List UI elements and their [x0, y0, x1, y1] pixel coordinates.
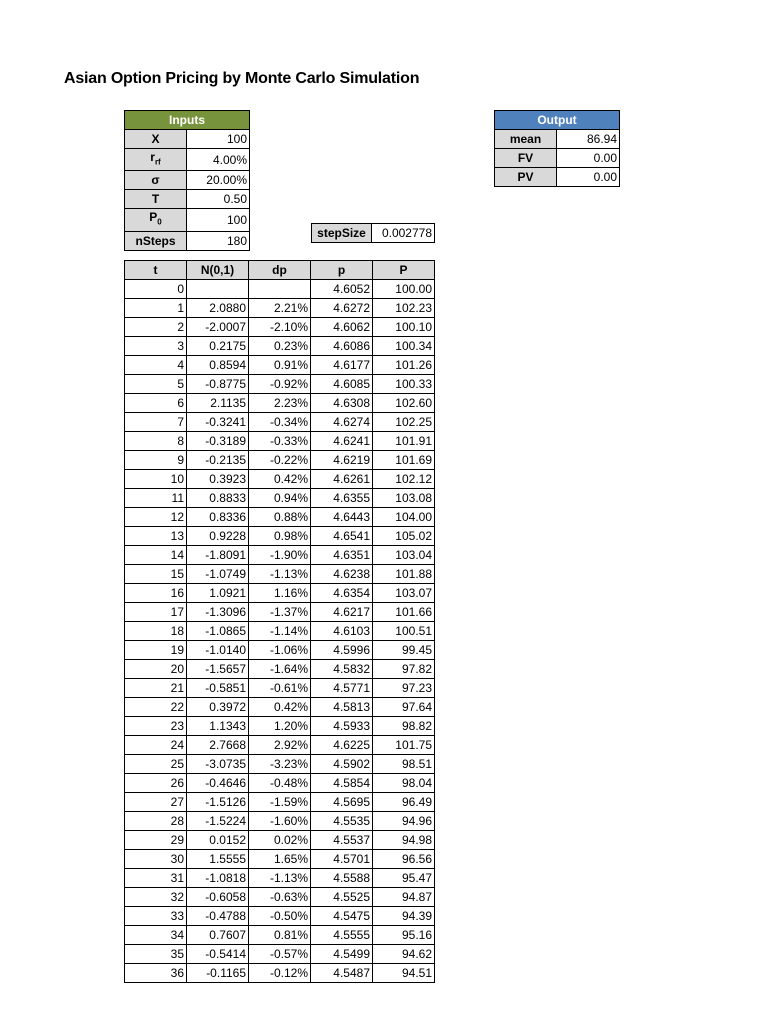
table-cell[interactable]: 0.94% — [249, 489, 311, 508]
table-cell[interactable]: -0.3189 — [187, 432, 249, 451]
table-cell[interactable]: 4.6238 — [311, 565, 373, 584]
table-cell[interactable]: -0.34% — [249, 413, 311, 432]
column-header[interactable]: p — [311, 261, 373, 280]
table-cell[interactable]: 0.7607 — [187, 926, 249, 945]
table-cell[interactable]: 99.45 — [373, 641, 435, 660]
table-row — [125, 850, 435, 869]
table-cell[interactable]: 4.5525 — [311, 888, 373, 907]
table-cell[interactable]: 103.08 — [373, 489, 435, 508]
table-cell[interactable]: 100.51 — [373, 622, 435, 641]
simulation-header-row — [125, 261, 435, 280]
table-cell[interactable]: 5 — [125, 375, 187, 394]
table-row — [125, 375, 435, 394]
input-label[interactable]: nSteps — [125, 231, 187, 250]
table-row — [125, 888, 435, 907]
table-cell[interactable]: 4.5933 — [311, 717, 373, 736]
input-row-sigma — [125, 171, 250, 190]
table-cell[interactable]: 4.6541 — [311, 527, 373, 546]
simulation-body — [125, 280, 435, 983]
table-cell[interactable]: 100.34 — [373, 337, 435, 356]
table-cell[interactable]: 94.87 — [373, 888, 435, 907]
table-cell[interactable]: -0.12% — [249, 964, 311, 983]
table-row — [125, 736, 435, 755]
column-header[interactable]: P — [373, 261, 435, 280]
table-row — [125, 717, 435, 736]
table-cell[interactable]: 7 — [125, 413, 187, 432]
table-cell[interactable]: 33 — [125, 907, 187, 926]
table-cell[interactable]: 4.5475 — [311, 907, 373, 926]
output-label[interactable]: mean — [495, 130, 557, 149]
table-cell[interactable]: -0.5414 — [187, 945, 249, 964]
table-cell[interactable]: -0.3241 — [187, 413, 249, 432]
table-cell[interactable]: 10 — [125, 470, 187, 489]
table-cell[interactable]: 101.75 — [373, 736, 435, 755]
table-cell[interactable]: 0.81% — [249, 926, 311, 945]
table-cell[interactable]: 32 — [125, 888, 187, 907]
table-cell[interactable]: 0.3923 — [187, 470, 249, 489]
table-cell[interactable]: 24 — [125, 736, 187, 755]
table-cell[interactable]: -1.14% — [249, 622, 311, 641]
table-cell[interactable]: 101.66 — [373, 603, 435, 622]
table-row — [125, 584, 435, 603]
table-row — [125, 679, 435, 698]
input-label-sub: 0 — [157, 217, 162, 227]
table-cell[interactable]: 4.6272 — [311, 299, 373, 318]
column-header[interactable]: t — [125, 261, 187, 280]
table-cell[interactable]: -0.5851 — [187, 679, 249, 698]
table-cell[interactable]: -1.90% — [249, 546, 311, 565]
table-cell[interactable]: 100.33 — [373, 375, 435, 394]
table-cell[interactable]: -1.60% — [249, 812, 311, 831]
table-cell[interactable]: 1.20% — [249, 717, 311, 736]
table-cell[interactable]: 94.96 — [373, 812, 435, 831]
table-cell[interactable]: -1.3096 — [187, 603, 249, 622]
table-cell[interactable]: 101.69 — [373, 451, 435, 470]
table-cell[interactable]: 31 — [125, 869, 187, 888]
table-cell[interactable]: 94.98 — [373, 831, 435, 850]
table-cell[interactable]: 4.6052 — [311, 280, 373, 299]
table-cell[interactable]: -0.2135 — [187, 451, 249, 470]
table-cell[interactable]: 26 — [125, 774, 187, 793]
table-cell[interactable]: 4.6086 — [311, 337, 373, 356]
table-cell[interactable]: 4.5588 — [311, 869, 373, 888]
table-cell[interactable]: 2.1135 — [187, 394, 249, 413]
table-cell[interactable]: -0.22% — [249, 451, 311, 470]
table-row — [125, 565, 435, 584]
table-cell[interactable]: 98.04 — [373, 774, 435, 793]
table-cell[interactable]: 4.5555 — [311, 926, 373, 945]
table-row — [125, 394, 435, 413]
table-row — [125, 698, 435, 717]
table-cell[interactable]: 1 — [125, 299, 187, 318]
table-row — [125, 755, 435, 774]
input-value[interactable]: 0.50 — [187, 190, 250, 209]
table-cell[interactable]: 2.0880 — [187, 299, 249, 318]
table-cell[interactable]: -0.61% — [249, 679, 311, 698]
table-row — [125, 413, 435, 432]
table-cell[interactable]: 0.8336 — [187, 508, 249, 527]
table-cell[interactable]: 2.92% — [249, 736, 311, 755]
table-cell[interactable]: 97.82 — [373, 660, 435, 679]
table-row — [125, 641, 435, 660]
table-cell[interactable]: 2 — [125, 318, 187, 337]
input-value[interactable]: 180 — [187, 231, 250, 250]
table-row — [125, 660, 435, 679]
table-cell[interactable]: 0.42% — [249, 470, 311, 489]
table-cell[interactable]: 4.6103 — [311, 622, 373, 641]
table-cell[interactable]: 0.88% — [249, 508, 311, 527]
table-cell[interactable]: 19 — [125, 641, 187, 660]
table-row — [125, 337, 435, 356]
table-cell[interactable] — [187, 280, 249, 299]
table-cell[interactable]: -0.92% — [249, 375, 311, 394]
table-cell[interactable]: -0.33% — [249, 432, 311, 451]
table-cell[interactable]: 101.26 — [373, 356, 435, 375]
table-row — [125, 793, 435, 812]
table-row — [125, 831, 435, 850]
input-row-x — [125, 130, 250, 149]
table-cell[interactable]: 96.49 — [373, 793, 435, 812]
table-cell[interactable]: 96.56 — [373, 850, 435, 869]
table-row — [125, 527, 435, 546]
table-cell[interactable]: 4.5535 — [311, 812, 373, 831]
output-header: Output — [495, 111, 620, 130]
table-cell[interactable]: 15 — [125, 565, 187, 584]
table-cell[interactable]: 29 — [125, 831, 187, 850]
table-cell[interactable]: -1.5224 — [187, 812, 249, 831]
table-cell[interactable]: 4.5854 — [311, 774, 373, 793]
table-cell[interactable]: 4.6085 — [311, 375, 373, 394]
table-row — [125, 318, 435, 337]
output-row-fv — [495, 149, 620, 168]
table-cell[interactable]: 21 — [125, 679, 187, 698]
input-row-t — [125, 190, 250, 209]
table-cell[interactable]: 4.5499 — [311, 945, 373, 964]
table-cell[interactable]: -3.0735 — [187, 755, 249, 774]
page-title: Asian Option Pricing by Monte Carlo Simulation — [64, 70, 420, 87]
table-cell[interactable]: 6 — [125, 394, 187, 413]
input-label[interactable]: $r_{rf}$ — [125, 149, 187, 171]
table-row — [125, 451, 435, 470]
table-cell[interactable]: 2.7668 — [187, 736, 249, 755]
table-cell[interactable]: 22 — [125, 698, 187, 717]
table-cell[interactable]: -1.0818 — [187, 869, 249, 888]
table-cell[interactable]: 101.88 — [373, 565, 435, 584]
table-cell[interactable]: 95.16 — [373, 926, 435, 945]
table-cell[interactable]: -0.4646 — [187, 774, 249, 793]
table-cell[interactable]: 102.60 — [373, 394, 435, 413]
table-cell[interactable]: 100.10 — [373, 318, 435, 337]
table-cell[interactable]: 104.00 — [373, 508, 435, 527]
table-cell[interactable]: 1.5555 — [187, 850, 249, 869]
table-cell[interactable]: 94.39 — [373, 907, 435, 926]
table-cell[interactable]: -0.6058 — [187, 888, 249, 907]
table-cell[interactable]: -1.5126 — [187, 793, 249, 812]
table-cell[interactable]: 1.1343 — [187, 717, 249, 736]
output-table — [494, 110, 620, 187]
table-cell[interactable]: 95.47 — [373, 869, 435, 888]
table-cell[interactable]: 94.62 — [373, 945, 435, 964]
table-cell[interactable]: 4.5832 — [311, 660, 373, 679]
table-cell[interactable]: 20 — [125, 660, 187, 679]
table-cell[interactable]: 4.6219 — [311, 451, 373, 470]
inputs-table — [124, 110, 250, 251]
table-cell[interactable]: 4.5996 — [311, 641, 373, 660]
table-cell[interactable]: 0.42% — [249, 698, 311, 717]
output-value[interactable]: 0.00 — [557, 168, 620, 187]
table-row — [125, 470, 435, 489]
table-cell[interactable]: 0.9228 — [187, 527, 249, 546]
input-row-p0 — [125, 209, 250, 231]
stepsize-table — [311, 223, 435, 243]
table-cell[interactable]: -1.37% — [249, 603, 311, 622]
table-cell[interactable]: 102.12 — [373, 470, 435, 489]
table-cell[interactable]: 12 — [125, 508, 187, 527]
table-row — [125, 356, 435, 375]
table-cell[interactable]: 4.6225 — [311, 736, 373, 755]
table-cell[interactable]: 0.23% — [249, 337, 311, 356]
table-cell[interactable]: 0.8833 — [187, 489, 249, 508]
table-cell[interactable]: -0.63% — [249, 888, 311, 907]
table-cell[interactable]: -1.13% — [249, 565, 311, 584]
table-cell[interactable]: -1.13% — [249, 869, 311, 888]
table-cell[interactable]: 1.65% — [249, 850, 311, 869]
output-row-pv — [495, 168, 620, 187]
input-value[interactable]: 100 — [187, 130, 250, 149]
table-cell[interactable]: -1.0865 — [187, 622, 249, 641]
table-row — [125, 926, 435, 945]
table-cell[interactable]: -0.4788 — [187, 907, 249, 926]
table-cell[interactable]: -0.50% — [249, 907, 311, 926]
output-label[interactable]: FV — [495, 149, 557, 168]
table-cell[interactable]: 14 — [125, 546, 187, 565]
table-row — [125, 546, 435, 565]
table-cell[interactable]: 4.6308 — [311, 394, 373, 413]
table-row — [125, 280, 435, 299]
table-cell[interactable]: 11 — [125, 489, 187, 508]
table-cell[interactable]: 4.6443 — [311, 508, 373, 527]
table-cell[interactable]: 103.04 — [373, 546, 435, 565]
table-cell[interactable]: 4.6062 — [311, 318, 373, 337]
column-header[interactable]: N(0,1) — [187, 261, 249, 280]
table-row — [125, 869, 435, 888]
input-value[interactable]: 100 — [187, 209, 250, 231]
table-cell[interactable]: 16 — [125, 584, 187, 603]
table-cell[interactable]: -1.8091 — [187, 546, 249, 565]
table-row — [125, 812, 435, 831]
inputs-header: Inputs — [125, 111, 250, 130]
table-cell[interactable]: 25 — [125, 755, 187, 774]
table-cell[interactable]: -1.64% — [249, 660, 311, 679]
stepsize-label[interactable]: stepSize — [312, 224, 372, 243]
table-cell[interactable]: 102.23 — [373, 299, 435, 318]
table-cell[interactable]: 17 — [125, 603, 187, 622]
input-value[interactable]: 20.00% — [187, 171, 250, 190]
table-cell[interactable]: 0.02% — [249, 831, 311, 850]
table-cell[interactable]: 18 — [125, 622, 187, 641]
table-cell[interactable]: 0 — [125, 280, 187, 299]
table-cell[interactable]: -1.06% — [249, 641, 311, 660]
table-cell[interactable]: 9 — [125, 451, 187, 470]
table-cell[interactable]: 2.23% — [249, 394, 311, 413]
input-row-rf — [125, 149, 250, 171]
table-cell[interactable]: 4.5487 — [311, 964, 373, 983]
table-cell[interactable]: 100.00 — [373, 280, 435, 299]
table-cell[interactable]: 98.82 — [373, 717, 435, 736]
table-cell[interactable]: -1.59% — [249, 793, 311, 812]
table-cell[interactable]: -3.23% — [249, 755, 311, 774]
input-value[interactable]: 4.00% — [187, 149, 250, 171]
table-cell[interactable]: 0.8594 — [187, 356, 249, 375]
table-cell[interactable]: 0.3972 — [187, 698, 249, 717]
table-cell[interactable]: 13 — [125, 527, 187, 546]
table-cell[interactable]: 4 — [125, 356, 187, 375]
table-cell[interactable]: 4.6261 — [311, 470, 373, 489]
table-row — [125, 603, 435, 622]
table-cell[interactable]: 3 — [125, 337, 187, 356]
input-label[interactable]: T — [125, 190, 187, 209]
table-cell[interactable]: 4.6351 — [311, 546, 373, 565]
table-cell[interactable]: 23 — [125, 717, 187, 736]
table-row — [125, 432, 435, 451]
table-cell[interactable]: 105.02 — [373, 527, 435, 546]
table-cell[interactable]: 4.5771 — [311, 679, 373, 698]
table-cell[interactable]: 97.23 — [373, 679, 435, 698]
table-cell[interactable]: -1.5657 — [187, 660, 249, 679]
table-cell[interactable]: 0.91% — [249, 356, 311, 375]
table-cell[interactable]: 103.07 — [373, 584, 435, 603]
table-cell[interactable]: 27 — [125, 793, 187, 812]
input-label[interactable]: σ — [125, 171, 187, 190]
table-cell[interactable]: 2.21% — [249, 299, 311, 318]
table-row — [125, 964, 435, 983]
column-header[interactable]: dp — [249, 261, 311, 280]
table-cell[interactable]: -2.10% — [249, 318, 311, 337]
table-cell[interactable]: 101.91 — [373, 432, 435, 451]
output-value[interactable]: 86.94 — [557, 130, 620, 149]
table-cell[interactable]: 36 — [125, 964, 187, 983]
table-cell[interactable]: 0.98% — [249, 527, 311, 546]
table-cell[interactable]: 35 — [125, 945, 187, 964]
table-row — [125, 622, 435, 641]
table-cell[interactable]: -2.0007 — [187, 318, 249, 337]
table-cell[interactable]: -1.0140 — [187, 641, 249, 660]
table-cell[interactable]: 4.6241 — [311, 432, 373, 451]
table-row — [125, 945, 435, 964]
output-value[interactable]: 0.00 — [557, 149, 620, 168]
table-cell[interactable]: 30 — [125, 850, 187, 869]
table-cell[interactable]: 0.2175 — [187, 337, 249, 356]
input-label-sub: rf — [154, 157, 161, 167]
table-cell[interactable]: 4.5537 — [311, 831, 373, 850]
table-cell[interactable]: 4.6274 — [311, 413, 373, 432]
table-row — [125, 299, 435, 318]
table-cell[interactable]: 1.0921 — [187, 584, 249, 603]
table-row — [125, 774, 435, 793]
output-label[interactable]: PV — [495, 168, 557, 187]
input-label[interactable]: X — [125, 130, 187, 149]
table-cell[interactable]: 0.0152 — [187, 831, 249, 850]
output-row-mean — [495, 130, 620, 149]
table-row — [125, 907, 435, 926]
table-cell[interactable]: 34 — [125, 926, 187, 945]
table-row — [125, 508, 435, 527]
simulation-table — [124, 260, 435, 983]
table-row — [125, 489, 435, 508]
table-cell[interactable]: 94.51 — [373, 964, 435, 983]
table-cell[interactable]: 4.6354 — [311, 584, 373, 603]
table-cell[interactable]: 4.5701 — [311, 850, 373, 869]
input-label[interactable]: $P_0$ — [125, 209, 187, 231]
table-cell[interactable]: -0.8775 — [187, 375, 249, 394]
table-cell[interactable]: 4.5695 — [311, 793, 373, 812]
table-cell[interactable]: -0.1165 — [187, 964, 249, 983]
table-cell[interactable]: 4.5902 — [311, 755, 373, 774]
stepsize-value[interactable]: 0.002778 — [372, 224, 435, 243]
table-cell[interactable]: -0.57% — [249, 945, 311, 964]
table-cell[interactable]: 4.6177 — [311, 356, 373, 375]
table-cell[interactable]: -1.0749 — [187, 565, 249, 584]
table-cell[interactable]: -0.48% — [249, 774, 311, 793]
table-cell[interactable] — [249, 280, 311, 299]
table-cell[interactable]: 4.6217 — [311, 603, 373, 622]
table-cell[interactable]: 4.5813 — [311, 698, 373, 717]
table-cell[interactable]: 28 — [125, 812, 187, 831]
input-row-nsteps — [125, 231, 250, 250]
table-cell[interactable]: 98.51 — [373, 755, 435, 774]
table-cell[interactable]: 97.64 — [373, 698, 435, 717]
table-cell[interactable]: 102.25 — [373, 413, 435, 432]
table-cell[interactable]: 8 — [125, 432, 187, 451]
table-cell[interactable]: 4.6355 — [311, 489, 373, 508]
table-cell[interactable]: 1.16% — [249, 584, 311, 603]
